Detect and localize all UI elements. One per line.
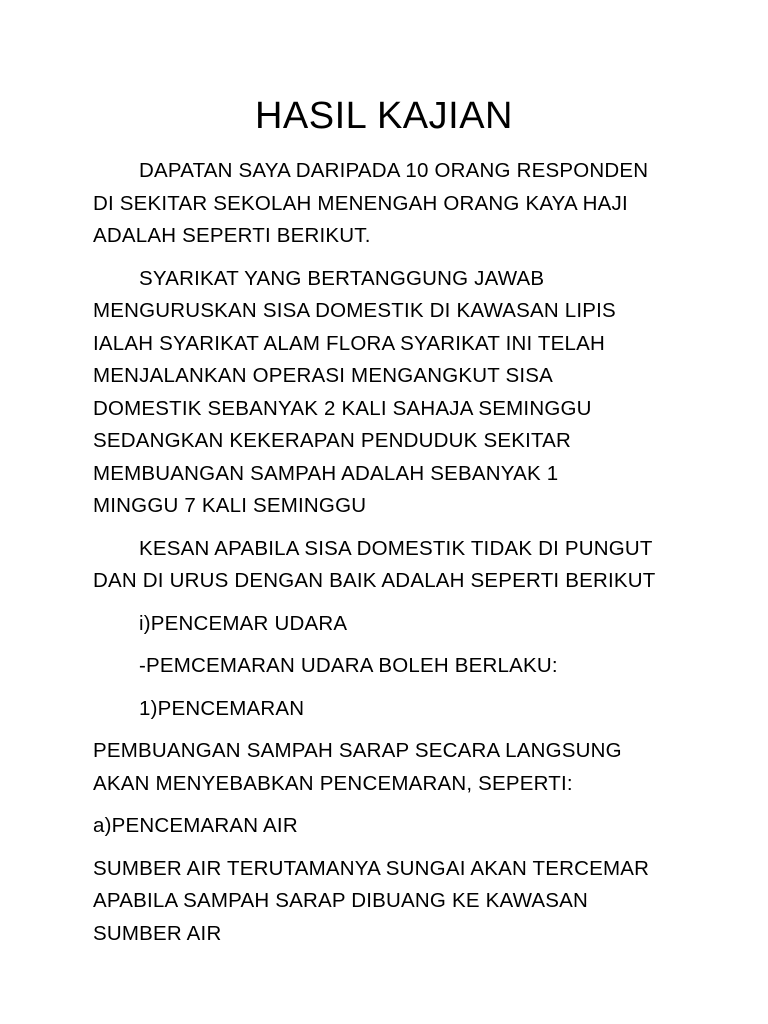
text-line: MENGURUSKAN SISA DOMESTIK DI KAWASAN LIPIS (93, 299, 616, 322)
text-line: MENJALANKAN OPERASI MENGANGKUT SISA (93, 364, 554, 387)
text-line: AKAN MENYEBABKAN PENCEMARAN, SEPERTI: (93, 771, 573, 795)
text-line: DOMESTIK SEBANYAK 2 KALI SAHAJA SEMINGGU (93, 396, 592, 420)
text-line: SUMBER AIR TERUTAMANYA SUNGAI AKAN TERCEMAR (93, 856, 650, 880)
text-line: KESAN APABILA SISA DOMESTIK TIDAK DI PUNGUT (139, 536, 653, 560)
paragraph-company (93, 263, 693, 523)
text-line: MEMBUANGAN SAMPAH ADALAH SEBANYAK 1 (93, 461, 559, 485)
text-line: ADALAH SEPERTI BERIKUT. (93, 224, 371, 247)
paragraph-effects (93, 533, 693, 598)
list-item-pollution-occurs: -PEMCEMARAN UDARA BOLEH BERLAKU: (139, 654, 558, 677)
list-item-pollution: 1)PENCEMARAN (139, 696, 305, 720)
text-line: SEDANGKAN KEKERAPAN PENDUDUK SEKITAR (93, 429, 572, 452)
text-line: IALAH SYARIKAT ALAM FLORA SYARIKAT INI TELAH (93, 331, 605, 355)
text-line: MINGGU 7 KALI SEMINGGU (93, 494, 367, 517)
text-line: DAN DI URUS DENGAN BAIK ADALAH SEPERTI BERIKUT (93, 569, 656, 592)
text-line: APABILA SAMPAH SARAP DIBUANG KE KAWASAN (93, 889, 589, 912)
text-line: SYARIKAT YANG BERTANGGUNG JAWAB (139, 266, 545, 290)
paragraph-findings-intro (93, 155, 693, 253)
document-body (93, 155, 693, 960)
paragraph-waste-disposal (93, 735, 693, 800)
text-line: DI SEKITAR SEKOLAH MENENGAH ORANG KAYA HAJI (93, 191, 628, 215)
list-item-water-pollution: a)PENCEMARAN AIR (93, 814, 298, 837)
paragraph-water-source (93, 853, 693, 951)
list-item-air-pollution: i)PENCEMAR UDARA (139, 611, 348, 635)
text-line: PEMBUANGAN SAMPAH SARAP SECARA LANGSUNG (93, 739, 622, 762)
page-title: HASIL KAJIAN (254, 95, 513, 137)
text-line: DAPATAN SAYA DARIPADA 10 ORANG RESPONDEN (139, 159, 649, 182)
text-line: SUMBER AIR (93, 921, 222, 945)
